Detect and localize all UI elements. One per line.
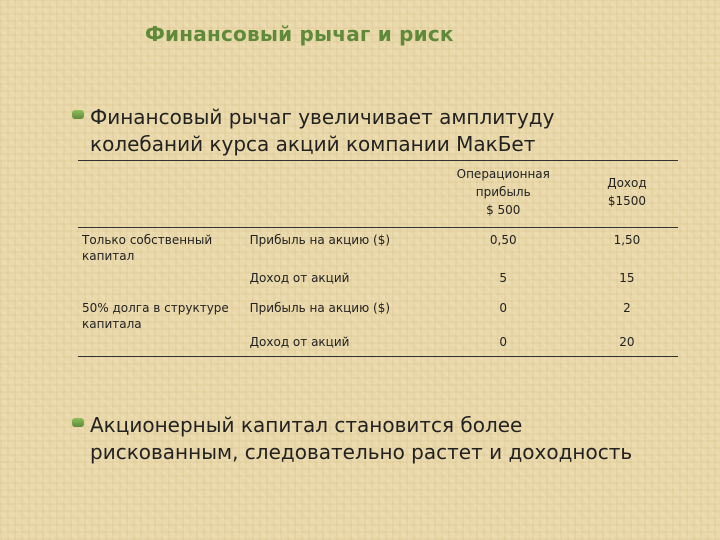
row-group-label: 50% долга в структуре капитала xyxy=(82,301,229,331)
bullet-marker-icon xyxy=(72,110,84,119)
row-metric-label: Доход от акций xyxy=(249,335,350,349)
bullet-text: Акционерный капитал становится более рискованным, следовательно растет и доходность xyxy=(90,413,633,464)
cell-operating-profit: 0 xyxy=(499,301,508,315)
cell-income: 1,50 xyxy=(613,233,641,247)
bullet-marker-icon xyxy=(72,418,84,427)
header-cell-empty xyxy=(246,161,431,228)
cell-operating-profit: 5 xyxy=(499,271,508,285)
cell-income: 15 xyxy=(619,271,635,285)
leverage-table xyxy=(78,160,678,357)
header-operating-profit xyxy=(431,161,576,228)
cell-operating-profit: 0 xyxy=(499,335,508,349)
header-line: $ 500 xyxy=(486,203,521,217)
header-line: Доход xyxy=(607,176,647,190)
header-line: $1500 xyxy=(607,194,647,208)
bullet-text: Финансовый рычаг увеличивает амплитуду колебаний курса акций компании МакБет xyxy=(90,105,555,156)
header-cell-empty xyxy=(78,161,246,228)
table-header-row xyxy=(78,161,678,228)
cell-operating-profit: 0,50 xyxy=(489,233,517,247)
header-line: Операционная xyxy=(456,167,550,181)
row-metric-label: Прибыль на акцию ($) xyxy=(249,301,391,315)
cell-income: 20 xyxy=(619,335,635,349)
header-line: прибыль xyxy=(475,185,531,199)
bullet-item xyxy=(72,104,672,158)
slide-title: Финансовый рычаг и риск xyxy=(145,22,454,46)
header-income xyxy=(576,161,678,228)
cell-income: 2 xyxy=(623,301,631,315)
table-row xyxy=(78,228,678,263)
row-metric-label: Прибыль на акцию ($) xyxy=(249,233,391,247)
bullet-item xyxy=(72,412,672,466)
row-metric-label: Доход от акций xyxy=(249,271,350,285)
row-group-label: Только собственный капитал xyxy=(82,233,213,263)
table-row xyxy=(78,292,678,330)
